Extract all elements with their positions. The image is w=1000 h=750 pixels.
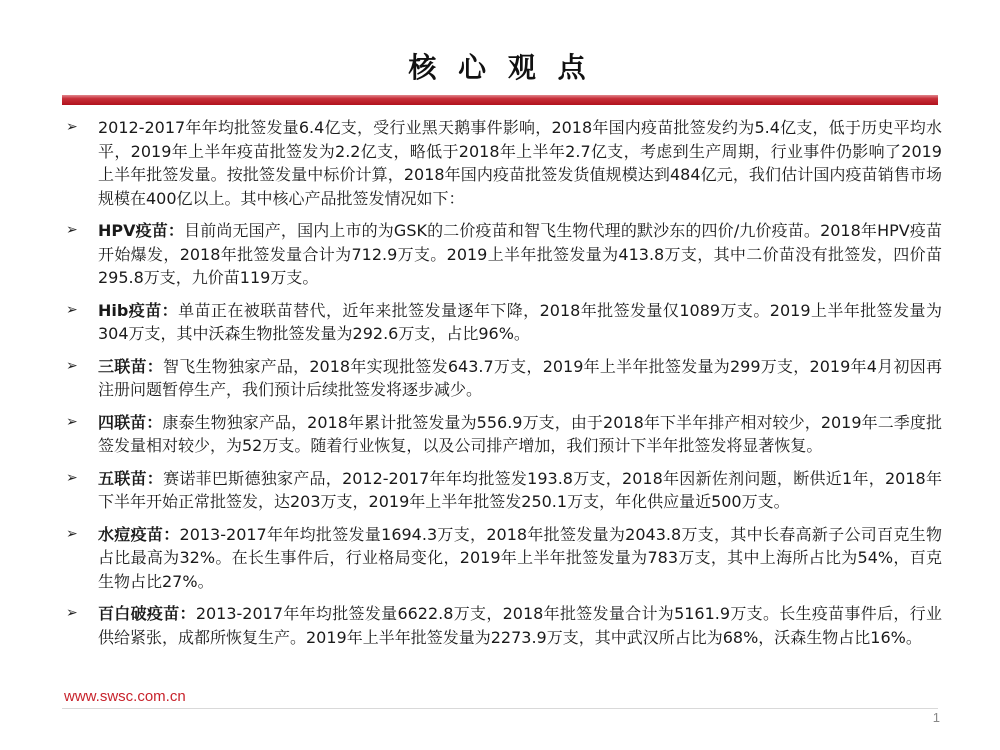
bullet-text: 2013-2017年年均批签发量6622.8万支，2018年批签发量合计为5161.9万支。长生疫苗事件后，行业供给紧张，成都所恢复生产。2019年上半年批签发量为2273.9万支，其中武汉所占比为68%，沃森生物占比16%。: [98, 604, 942, 647]
bullet-item: [62, 219, 942, 290]
footer-divider: [62, 708, 938, 709]
key-points-list: [62, 116, 942, 658]
title-divider-bar: [62, 95, 938, 105]
arrow-bullet-icon: ➢: [66, 413, 78, 430]
bullet-text: 2012-2017年年均批签发量6.4亿支，受行业黑天鹅事件影响，2018年国内疫苗批签发约为5.4亿支，低于历史平均水平，2019年上半年疫苗批签发为2.2亿支，略低于2018年上半年2.7亿支，考虑到生产周期，行业事件仍影响了2019上半年批签发量。按批签发量中标价计算，2018年国内疫苗批签发货值规模达到484亿元，我们估计国内疫苗销售市场规模在400亿以上。其中核心产品批签发情况如下：: [98, 118, 942, 208]
footer-website-link[interactable]: www.swsc.com.cn: [64, 688, 186, 705]
bullet-text: 赛诺菲巴斯德独家产品，2012-2017年年均批签发193.8万支，2018年因新佐剂问题，断供近1年，2018年下半年开始正常批签发，达203万支，2019年上半年批签发250.1万支，年化供应量近500万支。: [98, 468, 942, 511]
bullet-text: 单苗正在被联苗替代，近年来批签发量逐年下降，2018年批签发量仅1089万支。2019上半年批签发量为304万支，其中沃森生物批签发量为292.6万支，占比96%。: [98, 300, 942, 343]
arrow-bullet-icon: ➢: [66, 605, 78, 621]
bullet-item: [62, 523, 942, 594]
bullet-item: [62, 602, 942, 649]
arrow-bullet-icon: ➢: [66, 469, 78, 486]
bullet-item: [62, 299, 942, 346]
bullet-text: 2013-2017年年均批签发量1694.3万支，2018年批签发量为2043.8万支，其中长春高新子公司百克生物占比最高为32%。在长生事件后，行业格局变化，2019年上半年批签发量为783万支，其中上海所占比为54%，百克生物占比27%。: [98, 524, 942, 591]
page-number: 1: [932, 710, 940, 725]
bullet-lead: 五联苗：: [98, 468, 164, 488]
bullet-text: 康泰生物独家产品，2018年累计批签发量为556.9万支，由于2018年下半年排产相对较少，2019年二季度批签发量相对较少，为52万支。随着行业恢复，以及公司排产增加，我们预计下半年批签发将显著恢复。: [98, 412, 942, 455]
bullet-text: 智飞生物独家产品，2018年实现批签发643.7万支，2019年上半年批签发量为299万支，2019年4月初因再注册问题暂停生产，我们预计后续批签发将逐步减少。: [98, 356, 942, 399]
bullet-lead: Hib疫苗：: [98, 300, 179, 320]
bullet-item: [62, 467, 942, 514]
arrow-bullet-icon: ➢: [66, 525, 78, 542]
page-title: 核 心 观 点: [408, 51, 592, 84]
bullet-item: [62, 355, 942, 402]
bullet-lead: 四联苗：: [98, 412, 163, 432]
arrow-bullet-icon: ➢: [66, 357, 78, 374]
bullet-lead: 水痘疫苗：: [98, 524, 180, 544]
bullet-lead: HPV疫苗：: [98, 221, 185, 240]
bullet-item: [62, 116, 942, 210]
bullet-lead: 三联苗：: [98, 356, 164, 376]
arrow-bullet-icon: ➢: [66, 119, 78, 135]
bullet-lead: 百白破疫苗：: [98, 604, 196, 623]
bullet-item: [62, 411, 942, 458]
arrow-bullet-icon: ➢: [66, 222, 78, 238]
arrow-bullet-icon: ➢: [66, 301, 78, 318]
bullet-text: 目前尚无国产，国内上市的为GSK的二价疫苗和智飞生物代理的默沙东的四价/九价疫苗。2018年HPV疫苗开始爆发，2018年批签发量合计为712.9万支。2019上半年批签发量为413.8万支，其中二价苗没有批签发，四价苗295.8万支，九价苗119万支。: [98, 221, 942, 287]
